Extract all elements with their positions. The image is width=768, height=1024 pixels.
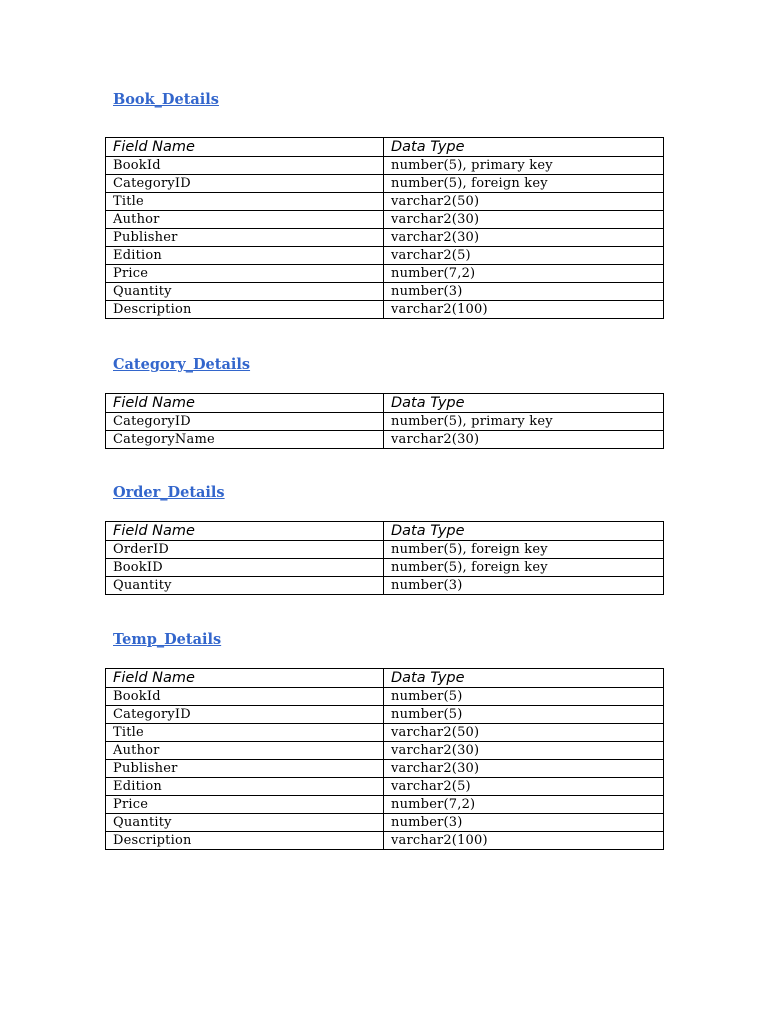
table-row (106, 247, 664, 265)
field-name-cell: Quantity (106, 283, 384, 301)
field-name-cell: Edition (106, 247, 384, 265)
field-name-cell: Title (106, 193, 384, 211)
column-header-field-name: Field Name (106, 394, 384, 413)
column-header-field-name: Field Name (106, 138, 384, 157)
table-row (106, 778, 664, 796)
section-heading[interactable]: Temp_Details (113, 631, 222, 648)
table-row (106, 211, 664, 229)
field-name-cell: BookID (106, 559, 384, 577)
column-header-data-type: Data Type (384, 669, 664, 688)
data-type-cell: number(5) (384, 688, 664, 706)
data-type-cell: number(5), foreign key (384, 541, 664, 559)
column-header-field-name: Field Name (106, 522, 384, 541)
data-type-cell: number(5), primary key (384, 413, 664, 431)
data-type-cell: number(7,2) (384, 265, 664, 283)
data-type-cell: number(3) (384, 577, 664, 595)
table-header-row (106, 669, 664, 688)
data-type-cell: varchar2(100) (384, 301, 664, 319)
data-type-cell: number(5), primary key (384, 157, 664, 175)
column-header-field-name: Field Name (106, 669, 384, 688)
column-header-data-type: Data Type (384, 138, 664, 157)
data-type-cell: number(5) (384, 706, 664, 724)
field-name-cell: CategoryID (106, 413, 384, 431)
field-name-cell: Publisher (106, 229, 384, 247)
table-row (106, 193, 664, 211)
table-row (106, 832, 664, 850)
table-row (106, 301, 664, 319)
field-name-cell: Publisher (106, 760, 384, 778)
table-row (106, 175, 664, 193)
data-type-cell: varchar2(30) (384, 760, 664, 778)
table-row (106, 814, 664, 832)
table-row (106, 431, 664, 449)
data-type-cell: number(3) (384, 283, 664, 301)
table-row (106, 724, 664, 742)
field-name-cell: Description (106, 832, 384, 850)
data-type-cell: varchar2(30) (384, 431, 664, 449)
section-heading[interactable]: Order_Details (113, 484, 225, 501)
data-type-cell: varchar2(100) (384, 832, 664, 850)
field-name-cell: Quantity (106, 814, 384, 832)
table-header-row (106, 394, 664, 413)
table-row (106, 760, 664, 778)
table-row (106, 283, 664, 301)
table-row (106, 541, 664, 559)
field-name-cell: CategoryName (106, 431, 384, 449)
data-type-cell: number(3) (384, 814, 664, 832)
table-row (106, 265, 664, 283)
table-row (106, 796, 664, 814)
schema-table (105, 137, 664, 319)
data-type-cell: varchar2(5) (384, 247, 664, 265)
schema-table (105, 668, 664, 850)
section-heading[interactable]: Category_Details (113, 356, 251, 373)
table-row (106, 413, 664, 431)
field-name-cell: Price (106, 796, 384, 814)
field-name-cell: OrderID (106, 541, 384, 559)
table-row (106, 559, 664, 577)
field-name-cell: CategoryID (106, 706, 384, 724)
field-name-cell: Edition (106, 778, 384, 796)
data-type-cell: varchar2(30) (384, 742, 664, 760)
data-type-cell: varchar2(30) (384, 229, 664, 247)
data-type-cell: number(7,2) (384, 796, 664, 814)
data-type-cell: varchar2(30) (384, 211, 664, 229)
field-name-cell: Price (106, 265, 384, 283)
table-row (106, 229, 664, 247)
data-type-cell: varchar2(5) (384, 778, 664, 796)
table-row (106, 742, 664, 760)
field-name-cell: Author (106, 211, 384, 229)
data-type-cell: varchar2(50) (384, 193, 664, 211)
table-row (106, 577, 664, 595)
column-header-data-type: Data Type (384, 394, 664, 413)
field-name-cell: Description (106, 301, 384, 319)
data-type-cell: varchar2(50) (384, 724, 664, 742)
table-header-row (106, 138, 664, 157)
column-header-data-type: Data Type (384, 522, 664, 541)
table-row (106, 688, 664, 706)
data-type-cell: number(5), foreign key (384, 559, 664, 577)
field-name-cell: BookId (106, 157, 384, 175)
section-heading[interactable]: Book_Details (113, 91, 219, 108)
table-row (106, 157, 664, 175)
table-header-row (106, 522, 664, 541)
data-type-cell: number(5), foreign key (384, 175, 664, 193)
schema-table (105, 521, 664, 595)
field-name-cell: Title (106, 724, 384, 742)
field-name-cell: Quantity (106, 577, 384, 595)
field-name-cell: BookId (106, 688, 384, 706)
field-name-cell: Author (106, 742, 384, 760)
table-row (106, 706, 664, 724)
field-name-cell: CategoryID (106, 175, 384, 193)
schema-table (105, 393, 664, 449)
